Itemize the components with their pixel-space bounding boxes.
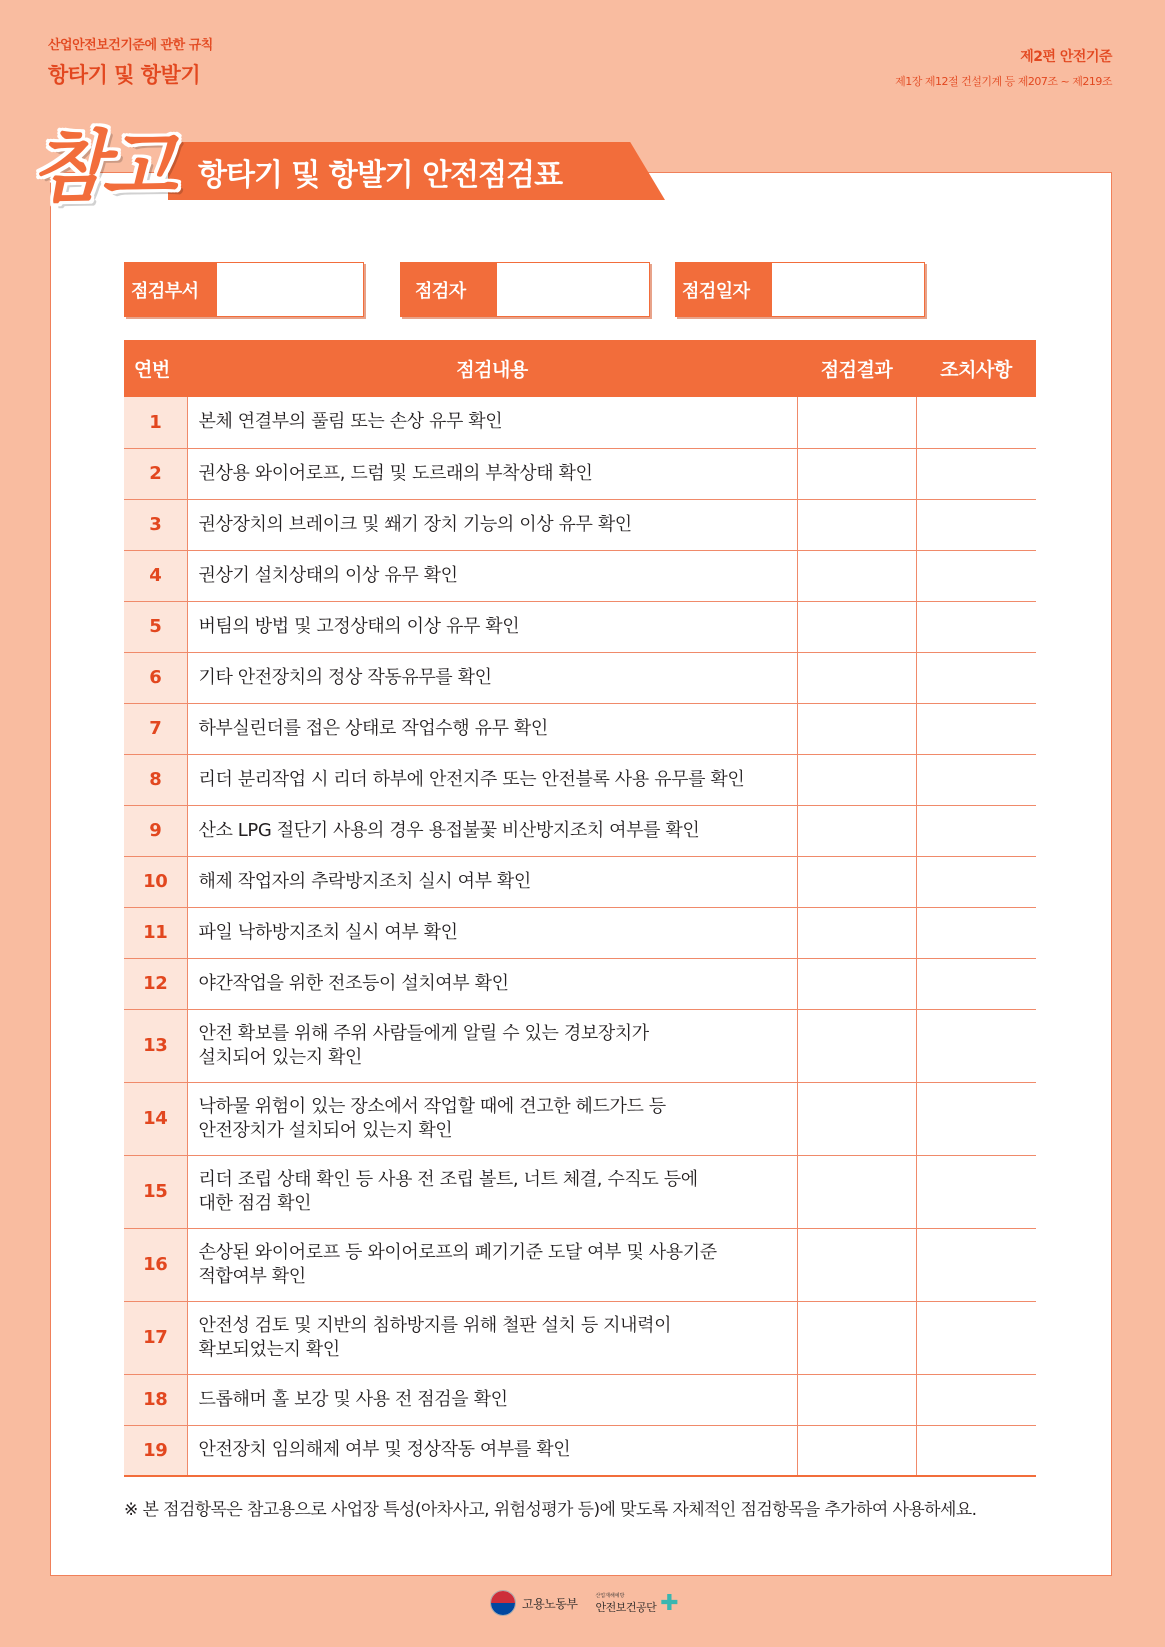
table-header-row [124,340,1036,397]
check-item-line: 확보되었는지 확인 [198,1338,340,1360]
check-item [187,1425,797,1476]
result-cell[interactable] [797,499,916,550]
action-cell[interactable] [916,754,1036,805]
check-item [187,397,797,448]
table-row [124,703,1036,754]
table-row [124,1228,1036,1301]
footer-logos [490,1590,679,1616]
footnote: ※ 본 점검항목은 참고용으로 사업장 특성(아차사고, 위험성평가 등)에 맞도록 자체적인 점검항목을 추가하여 사용하세요. [124,1500,977,1520]
result-cell[interactable] [797,1228,916,1301]
law-title: 산업안전보건기준에 관한 규칙 [48,38,213,53]
action-cell[interactable] [916,1155,1036,1228]
action-cell[interactable] [916,448,1036,499]
result-cell[interactable] [797,1425,916,1476]
row-number: 9 [124,805,187,856]
row-number: 7 [124,703,187,754]
check-item-line: 안전성 검토 및 지반의 침하방지를 위해 철판 설치 등 지내력이 [198,1314,672,1336]
check-item-line: 권상용 와이어로프, 드럼 및 도르래의 부착상태 확인 [198,462,593,484]
result-cell[interactable] [797,856,916,907]
row-number: 18 [124,1374,187,1425]
check-item-line: 본체 연결부의 풀림 또는 손상 유무 확인 [198,411,503,433]
agency-logo [595,1592,656,1615]
check-item [187,754,797,805]
action-cell[interactable] [916,1374,1036,1425]
row-number: 5 [124,601,187,652]
table-row [124,499,1036,550]
row-number: 3 [124,499,187,550]
table-row [124,1155,1036,1228]
part-title: 제2편 안전기준 [1020,49,1112,65]
check-item-line: 권상장치의 브레이크 및 쐐기 장치 기능의 이상 유무 확인 [198,513,632,535]
result-cell[interactable] [797,397,916,448]
check-item-line: 안전장치 임의해제 여부 및 정상작동 여부를 확인 [198,1439,571,1461]
row-number: 6 [124,652,187,703]
col-header-action: 조치사항 [916,340,1036,397]
table-row [124,448,1036,499]
check-item [187,958,797,1009]
table-row [124,652,1036,703]
result-cell[interactable] [797,907,916,958]
check-item-line: 안전장치가 설치되어 있는지 확인 [198,1119,453,1141]
check-item [187,1082,797,1155]
action-cell[interactable] [916,550,1036,601]
row-number: 13 [124,1009,187,1082]
table-row [124,1301,1036,1374]
check-item-line: 손상된 와이어로프 등 와이어로프의 폐기기준 도달 여부 및 사용기준 [198,1241,717,1263]
check-item [187,1009,797,1082]
table-row [124,550,1036,601]
table-row [124,397,1036,448]
table-row [124,907,1036,958]
date-label: 점검일자 [676,263,772,316]
table-row [124,1374,1036,1425]
check-item [187,1155,797,1228]
row-number: 14 [124,1082,187,1155]
check-item-line: 야간작업을 위한 전조등이 설치여부 확인 [198,972,509,994]
action-cell[interactable] [916,703,1036,754]
dept-value[interactable] [217,263,363,316]
check-item [187,1228,797,1301]
dept-field[interactable] [124,262,364,317]
table-row [124,1082,1036,1155]
action-cell[interactable] [916,856,1036,907]
row-number: 11 [124,907,187,958]
row-number: 10 [124,856,187,907]
action-cell[interactable] [916,652,1036,703]
check-item-line: 권상기 설치상태의 이상 유무 확인 [198,564,458,586]
result-cell[interactable] [797,754,916,805]
inspector-field[interactable] [400,262,650,317]
action-cell[interactable] [916,805,1036,856]
government-seal-icon [490,1590,516,1616]
dept-label: 점검부서 [125,263,217,316]
table-row [124,601,1036,652]
action-cell[interactable] [916,499,1036,550]
result-cell[interactable] [797,1374,916,1425]
inspector-value[interactable] [497,263,649,316]
check-item-line: 드롭해머 홀 보강 및 사용 전 점검을 확인 [198,1388,508,1410]
col-header-no: 연번 [124,340,187,397]
document-header-right [895,46,1112,89]
row-number: 8 [124,754,187,805]
row-number: 19 [124,1425,187,1476]
row-number: 4 [124,550,187,601]
check-item [187,601,797,652]
agency-name: 안전보건공단 [595,1600,657,1614]
checklist-table [124,340,1036,1477]
result-cell[interactable] [797,1082,916,1155]
check-item-line: 안전 확보를 위해 주위 사람들에게 알릴 수 있는 경보장치가 [198,1022,649,1044]
action-cell[interactable] [916,1228,1036,1301]
check-item-line: 산소 LPG 절단기 사용의 경우 용접불꽃 비산방지조치 여부를 확인 [198,819,700,841]
result-cell[interactable] [797,1009,916,1082]
table-row [124,958,1036,1009]
table-row [124,1009,1036,1082]
check-item [187,907,797,958]
check-item-line: 낙하물 위험이 있는 장소에서 작업할 때에 견고한 헤드가드 등 [198,1095,666,1117]
date-value[interactable] [772,263,924,316]
action-cell[interactable] [916,907,1036,958]
reference-badge: 참고 [31,123,171,213]
action-cell[interactable] [916,1082,1036,1155]
row-number: 15 [124,1155,187,1228]
row-number: 1 [124,397,187,448]
check-item [187,1374,797,1425]
col-header-content: 점검내용 [187,340,797,397]
check-item [187,448,797,499]
action-cell[interactable] [916,601,1036,652]
col-header-result: 점검결과 [797,340,916,397]
ministry-name: 고용노동부 [522,1596,578,1611]
agency-small-text: 산업재해예방 [595,1592,625,1599]
result-cell[interactable] [797,652,916,703]
table-row [124,856,1036,907]
action-cell[interactable] [916,1425,1036,1476]
check-item-line: 기타 안전장치의 정상 작동유무를 확인 [198,666,492,688]
check-item-line: 하부실린더를 접은 상태로 작업수행 유무 확인 [198,717,548,739]
topic-title: 항타기 및 항발기 [48,63,201,87]
check-item-line: 설치되어 있는지 확인 [198,1046,363,1068]
table-row [124,805,1036,856]
safety-cross-icon: ✚ [660,1590,679,1616]
check-item-line: 해제 작업자의 추락방지조치 실시 여부 확인 [198,870,531,892]
check-item-line: 리더 조립 상태 확인 등 사용 전 조립 볼트, 너트 체결, 수직도 등에 [198,1168,698,1190]
check-item [187,550,797,601]
result-cell[interactable] [797,601,916,652]
check-item-line: 파일 낙하방지조치 실시 여부 확인 [198,921,458,943]
result-cell[interactable] [797,1301,916,1374]
check-item-line: 리더 분리작업 시 리더 하부에 안전지주 또는 안전블록 사용 유무를 확인 [198,768,745,790]
check-item [187,805,797,856]
section-reference: 제1장 제12절 건설기계 등 제207조 ~ 제219조 [895,75,1112,88]
check-item [187,856,797,907]
check-item-line: 대한 점검 확인 [198,1192,312,1214]
date-field[interactable] [675,262,925,317]
result-cell[interactable] [797,805,916,856]
row-number: 12 [124,958,187,1009]
check-item [187,652,797,703]
action-cell[interactable] [916,958,1036,1009]
table-row [124,1425,1036,1476]
check-item-line: 적합여부 확인 [198,1265,306,1287]
result-cell[interactable] [797,703,916,754]
inspector-label: 점검자 [401,263,497,316]
row-number: 17 [124,1301,187,1374]
check-item [187,1301,797,1374]
check-item [187,499,797,550]
page-title: 항타기 및 항발기 안전점검표 [198,158,563,193]
check-item-line: 버팀의 방법 및 고정상태의 이상 유무 확인 [198,615,520,637]
row-number: 2 [124,448,187,499]
result-cell[interactable] [797,958,916,1009]
result-cell[interactable] [797,1155,916,1228]
result-cell[interactable] [797,550,916,601]
row-number: 16 [124,1228,187,1301]
table-row [124,754,1036,805]
check-item [187,703,797,754]
action-cell[interactable] [916,1301,1036,1374]
action-cell[interactable] [916,1009,1036,1082]
result-cell[interactable] [797,448,916,499]
action-cell[interactable] [916,397,1036,448]
document-header-left [48,34,213,89]
